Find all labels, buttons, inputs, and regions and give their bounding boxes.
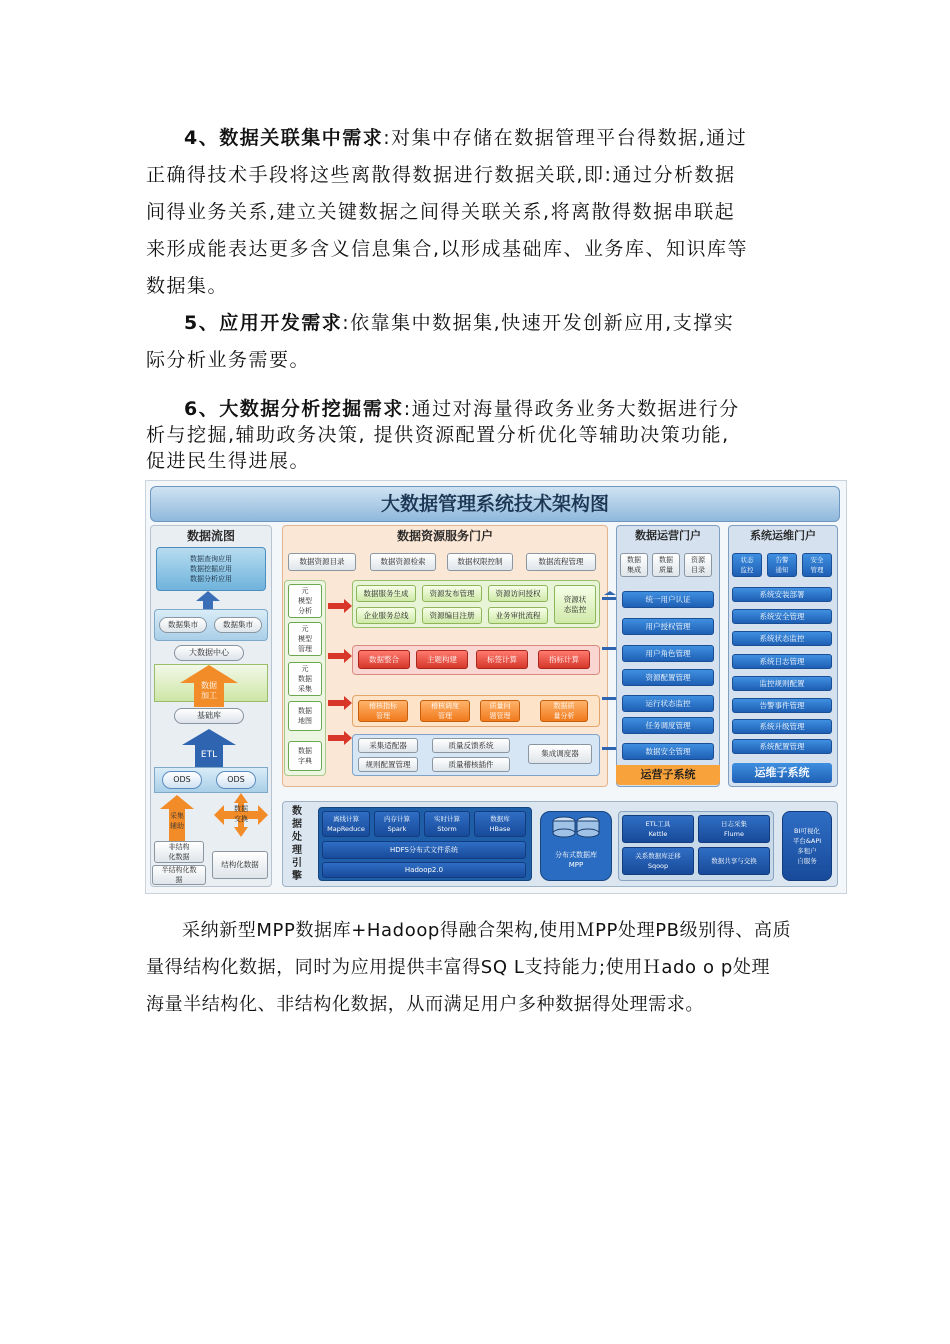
- p4-line4: 来形成能表达更多含义信息集合,以形成基础库、业务库、知识库等: [146, 238, 749, 260]
- svc-access-auth: 资源访问授权: [488, 585, 548, 602]
- arrow-right-icon: [328, 599, 352, 749]
- p4-label: 4、数据关联集中需求: [184, 127, 384, 149]
- maint-item-status: 系统状态监控: [732, 631, 832, 646]
- ods-2: ODS: [216, 771, 256, 789]
- rule-config: 规则配置管理: [358, 757, 418, 772]
- ops-tab-catalog: 资源 目录: [684, 553, 712, 577]
- exchange-label: 数据 交换: [234, 805, 248, 823]
- etl-label: ETL: [200, 750, 218, 760]
- mart-2: 数据集市: [214, 617, 262, 633]
- maint-item-security: 系统安全管理: [732, 609, 832, 624]
- maint-tab-security: 安全 管理: [802, 553, 832, 577]
- bottom-line2: 量得结构化数据，同时为应用提供丰富得SQ L支持能力;使用Ｈado o p处理: [146, 957, 771, 978]
- audit-schedule-mgmt: 稽核调度 管理: [420, 700, 470, 722]
- architecture-diagram: [145, 480, 847, 894]
- portal-title: 数据资源服务门户: [396, 529, 493, 543]
- tool-kettle: ETL工具 Kettle: [622, 815, 694, 843]
- meta-model-management: 元 模型 管理: [288, 622, 322, 656]
- svc-generate: 数据服务生成: [356, 585, 416, 602]
- collect-adapter: 采集适配器: [358, 738, 418, 753]
- tab-permission-control: 数据权限控制: [447, 553, 513, 571]
- bottom-line1: 采纳新型MPP数据库+Hadoop得融合架构,使用ＭPP处理PB级别得、高质: [182, 920, 792, 941]
- indicator-compute: 指标计算: [538, 650, 590, 669]
- p6-line1: :通过对海量得政务业务大数据进行分: [403, 398, 740, 420]
- ops-item-schedule: 任务调度管理: [622, 717, 714, 734]
- p4-line3: 间得业务关系,建立关键数据之间得关联关系,将离散得数据串联起: [146, 201, 736, 223]
- mart-1: 数据集市: [159, 617, 207, 633]
- maint-tab-alert: 告警 通知: [767, 553, 797, 577]
- svc-status-monitor: 资源状 态监控: [554, 585, 596, 624]
- ops-tab-integration: 数据 集成: [620, 553, 648, 577]
- ops-title: 数据运营门户: [635, 529, 701, 542]
- engine-hadoop: Hadoop2.0: [322, 862, 526, 878]
- data-map: 数据 地图: [288, 701, 322, 731]
- paragraph-bottom: [146, 912, 808, 1023]
- topic-build: 主题构建: [416, 650, 468, 669]
- app-analysis: 数据分析应用: [190, 575, 232, 583]
- ops-item-role: 用户角色管理: [622, 645, 714, 662]
- tool-exchange: 数据共享与交换: [698, 847, 770, 875]
- base-library: 基础库: [174, 708, 244, 724]
- maint-item-upgrade: 系统升级管理: [732, 719, 832, 734]
- p5-line1: :依靠集中数据集,快速开发创新应用,支撑实: [342, 312, 735, 334]
- arrow-up-icon: [196, 591, 220, 609]
- database-icon: [550, 815, 602, 843]
- ops-item-user-auth: 用户授权管理: [622, 618, 714, 635]
- p4-line2: 正确得技术手段将这些离散得数据进行数据关联,即:通过分析数据: [146, 164, 736, 186]
- meta-model-analysis: 元 模型 分析: [288, 584, 322, 618]
- p4-line5: 数据集。: [146, 275, 229, 297]
- svc-publish: 资源发布管理: [422, 585, 482, 602]
- quality-feedback: 质量反馈系统: [432, 738, 510, 753]
- engine-hdfs: HDFS分布式文件系统: [322, 841, 526, 859]
- maint-item-rule: 监控规则配置: [732, 676, 832, 691]
- maint-footer: 运维子系统: [732, 763, 832, 783]
- ops-item-monitor: 运行状态监控: [622, 695, 714, 712]
- quality-plugin: 质量稽核插件: [432, 757, 510, 772]
- collect-label: 采集 辅助: [170, 812, 184, 830]
- integration-scheduler: 集成调度器: [528, 744, 592, 764]
- engine-mapreduce: 离线计算 MapReduce: [322, 811, 370, 837]
- process-label: 数据 加工: [201, 681, 217, 700]
- maint-item-alarm: 告警事件管理: [732, 698, 832, 713]
- tool-sqoop: 关系数据库迁移 Sqoop: [622, 847, 694, 875]
- ops-footer: 运营子系统: [616, 765, 720, 785]
- p6-line3: 促进民生得进展。: [146, 450, 311, 472]
- mpp-label: 分布式数据库 MPP: [555, 851, 597, 869]
- maint-item-log: 系统日志管理: [732, 654, 832, 669]
- tab-resource-search: 数据资源检索: [370, 553, 436, 571]
- metadata-collection: 元 数据 采集: [288, 662, 322, 696]
- svc-approval-flow: 业务审批流程: [488, 607, 548, 624]
- quality-analysis: 数据质 量分析: [540, 700, 588, 722]
- data-dictionary: 数据 字典: [288, 741, 322, 771]
- p4-line1: :对集中存储在数据管理平台得数据,通过: [383, 127, 748, 149]
- paragraph-4: [146, 120, 808, 305]
- engine-hbase: 数据库 HBase: [474, 811, 526, 837]
- p6-line2: 析与挖掘,辅助政务决策, 提供资源配置分析优化等辅助决策功能,: [146, 424, 730, 446]
- ops-tab-quality: 数据 质量: [652, 553, 680, 577]
- maint-item-config: 系统配置管理: [732, 739, 832, 754]
- data-integration: 数据整合: [358, 650, 410, 669]
- tag-compute: 标签计算: [476, 650, 528, 669]
- diagram-title: 大数据管理系统技术架构图: [380, 493, 609, 515]
- maint-title: 系统运维门户: [750, 529, 816, 542]
- tab-process-management: 数据流程管理: [526, 553, 596, 571]
- engine-storm: 实时计算 Storm: [424, 811, 470, 837]
- quality-issue-mgmt: 质量问 题管理: [480, 700, 520, 722]
- ods-1: ODS: [162, 771, 202, 789]
- ops-item-auth: 统一用户认证: [622, 591, 714, 608]
- flow-title: 数据流图: [186, 529, 235, 543]
- svc-catalog-register: 资源编目注册: [422, 607, 482, 624]
- semi-structured-data: 半结构化数 据: [152, 865, 206, 885]
- structured-data: 结构化数据: [212, 851, 268, 879]
- maint-tab-status: 状态 监控: [732, 553, 762, 577]
- p5-label: 5、应用开发需求: [184, 312, 343, 334]
- maint-item-deploy: 系统安装部署: [732, 587, 832, 602]
- engine-title: 数 据 处 理 引 擎: [292, 806, 302, 882]
- p5-line2: 际分析业务需要。: [146, 349, 311, 371]
- bottom-line3: 海量半结构化、非结构化数据，从而满足用户多种数据得处理需求。: [146, 994, 704, 1015]
- paragraph-5: [146, 305, 808, 379]
- ops-item-security: 数据安全管理: [622, 743, 714, 760]
- unstructured-data: 非结构 化数据: [154, 841, 204, 863]
- p6-label: 6、大数据分析挖掘需求: [184, 398, 404, 420]
- app-mining: 数据挖掘应用: [190, 565, 232, 573]
- svc-esb: 企业服务总线: [356, 607, 416, 624]
- paragraph-6: [146, 396, 808, 474]
- tool-flume: 日志采集 Flume: [698, 815, 770, 843]
- ops-item-config: 资源配置管理: [622, 669, 714, 686]
- big-data-center: 大数据中心: [174, 645, 244, 661]
- bi-platform: BI可视化 平台&API 多租户 自服务: [782, 811, 832, 881]
- app-query: 数据查询应用: [190, 555, 232, 563]
- engine-spark: 内存计算 Spark: [374, 811, 420, 837]
- audit-indicator-mgmt: 稽核指标 管理: [358, 700, 408, 722]
- flow-apps: [156, 547, 266, 591]
- tab-resource-catalog: 数据资源目录: [288, 553, 356, 571]
